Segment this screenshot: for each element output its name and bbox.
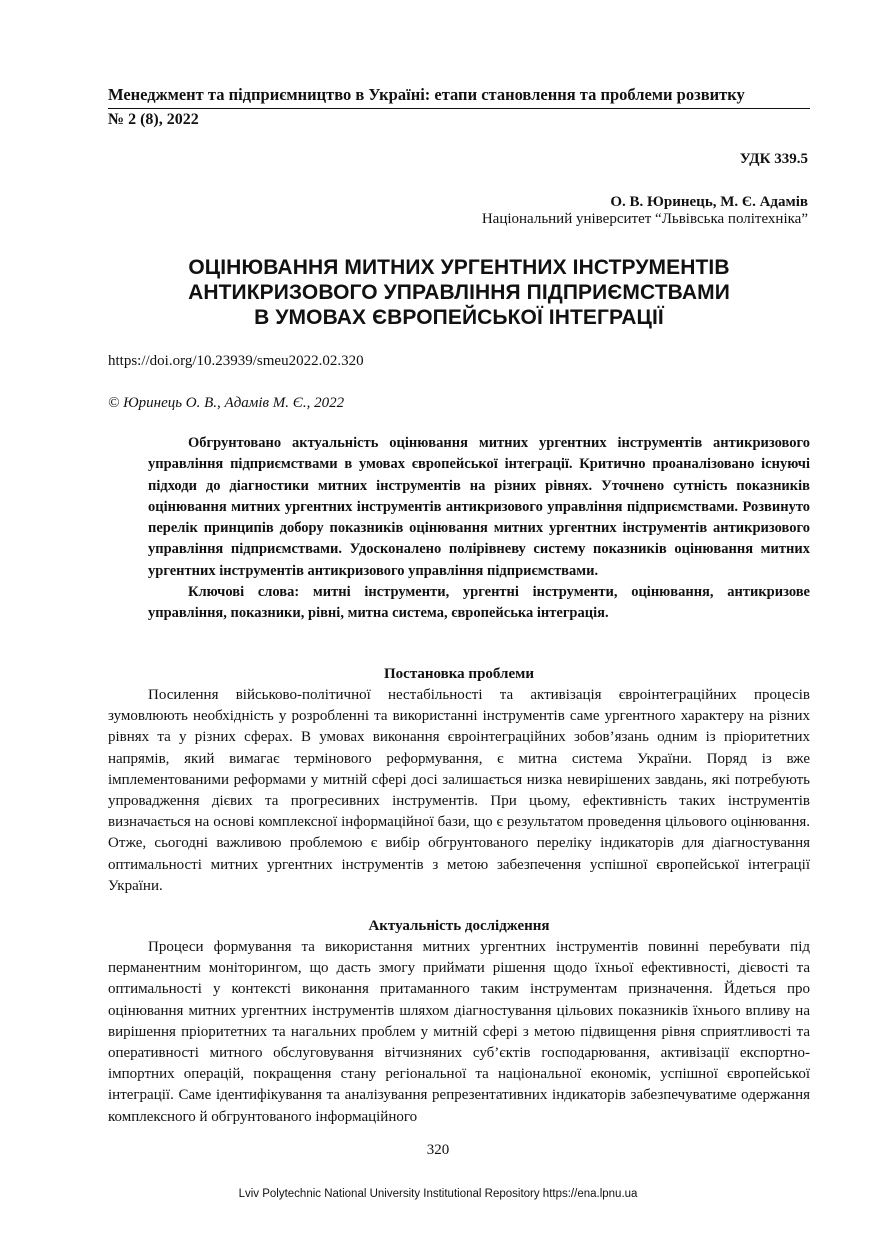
issue-number: № 2 (8), 2022 bbox=[108, 111, 199, 128]
paragraph: Процеси формування та використання митних ургентних інструментів повинні перебувати під перманентним моніторингом, що дасть змогу приймати рішення щодо їхньої ефективності, дієвості та оптимальності у контексті виконання притаманного таким інструментам призначення. Йдеться про оцінювання митних ургентних інструментів шляхом діагностування цільових показників їхнього впливу на вирішення пріоритетних та нагальних проблем у митній сфері з метою підвищення рівня сприятливості та оперативності митного обслуговування вітчизняних суб’єктів господарювання, активізації експортно-імпортних операцій, покращення стану регіональної та національної економік, успішної європейської інтеграції. Саме ідентифікування та аналізування репрезентативних індикаторів забезпечуватиме одержання комплексного й обгрунтованого інформаційного bbox=[108, 939, 810, 1125]
paragraph: Посилення військово-політичної нестабільності та активізація євроінтеграційних процесів зумовлюють необхідність у розробленні та використанні інструментів саме ургентного характеру на різних рівнях та у різних сферах. В умовах виконання євроінтеграційних зобов’язань одним із пріоритетних напрямів, який вимагає термінового реформування, є митна система України. Поряд із вже імплементованими реформами у митній сфері досі залишається низка невирішених завдань, які потребують упровадження дієвих та прогресивних інструментів. При цьому, ефективність таких інструментів визначається на основі комплексної інформаційної бази, що є результатом проведення цільового оцінювання. Отже, сьогодні важливою проблемою є вибір обгрунтованого переліку індикаторів для діагностування оптимальності митних ургентних інструментів з метою забезпечення успішної європейської інтеграції України. bbox=[108, 687, 810, 894]
authors: О. В. Юринець, М. Є. Адамів bbox=[610, 194, 808, 210]
doi-link[interactable]: https://doi.org/10.23939/smeu2022.02.320 bbox=[108, 353, 364, 369]
section-heading-problem: Постановка проблеми bbox=[384, 666, 534, 682]
copyright: © Юринець О. В., Адамів М. Є., 2022 bbox=[108, 395, 345, 411]
section-heading-relevance: Актуальність дослідження bbox=[368, 918, 550, 934]
title-line: В УМОВАХ ЄВРОПЕЙСЬКОЇ ІНТЕГРАЦІЇ bbox=[254, 306, 664, 329]
page-number: 320 bbox=[426, 1142, 450, 1158]
abstract-text: Обгрунтовано актуальність оцінювання митних ургентних інструментів антикризового управління підприємствами в умовах європейської інтеграції. Критично проаналізовано існуючі підходи до діагностики митних інструментів на різних рівнях. Уточнено сутність показників оцінювання митних ургентних інструментів антикризового управління підприємствами. Розвинуто перелік принципів добору показників оцінювання митних ургентних інструментів антикризового управління підприємствами. Удосконалено полірівневу систему показників оцінювання митних ургентних інструментів антикризового управління підприємствами. bbox=[148, 435, 810, 579]
udk-code: УДК 339.5 bbox=[739, 151, 808, 167]
affiliation: Національний університет “Львівська політехніка” bbox=[481, 211, 808, 227]
article-title bbox=[108, 255, 810, 330]
title-line: АНТИКРИЗОВОГО УПРАВЛІННЯ ПІДПРИЄМСТВАМИ bbox=[188, 281, 730, 304]
journal-title: Менеджмент та підприємництво в Україні: етапи становлення та проблеми розвитку bbox=[108, 84, 810, 109]
section-body-relevance bbox=[108, 937, 810, 1128]
abstract bbox=[148, 433, 810, 625]
title-line: ОЦІНЮВАННЯ МИТНИХ УРГЕНТНИХ ІНСТРУМЕНТІВ bbox=[188, 256, 730, 279]
section-body-problem bbox=[108, 685, 810, 897]
keywords: Ключові слова: митні інструменти, ургентні інструменти, оцінювання, антикризове управління, показники, рівні, митна система, європейська інтеграція. bbox=[148, 584, 810, 622]
repository-footer: Lviv Polytechnic National University Institutional Repository https://ena.lpnu.ua bbox=[238, 1188, 638, 1200]
